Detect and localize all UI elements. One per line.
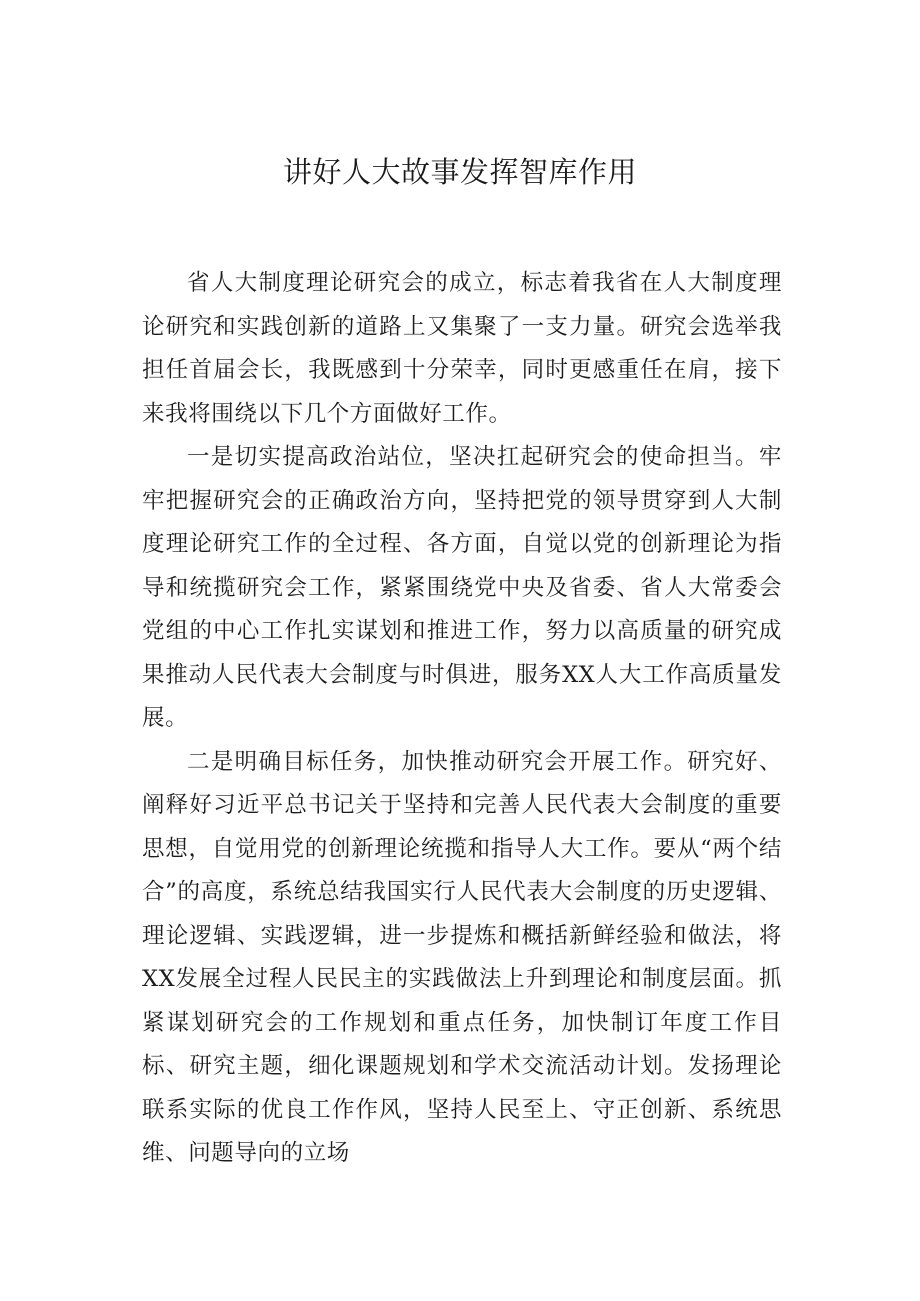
paragraph-point-two: 二是明确目标任务，加快推动研究会开展工作。研究好、阐释好习近平总书记关于坚持和完善人民代表大会制度的重要思想，自觉用党的创新理论统揽和指导人大工作。要从“两个结合”的高度，系统总结我国实行人民代表大会制度的历史逻辑、理论逻辑、实践逻辑，进一步提炼和概括新鲜经验和做法，将XX发展全过程人民民主的实践做法上升到理论和制度层面。抓紧谋划研究会的工作规划和重点任务，加快制订年度工作目标、研究主题，细化课题规划和学术交流活动计划。发扬理论联系实际的优良工作作风，坚持人民至上、守正创新、系统思维、问题导向的立场 <box>142 748 782 1166</box>
document-title: 讲好人大故事发挥智库作用 <box>282 155 637 189</box>
paragraph-intro: 省人大制度理论研究会的成立，标志着我省在人大制度理论研究和实践创新的道路上又集聚了一支力量。研究会选举我担任首届会长，我既感到十分荣幸，同时更感重任在肩，接下来我将围绕以下几个方面做好工作。 <box>142 270 782 427</box>
document-body <box>142 262 782 1176</box>
paragraph-point-one: 一是切实提高政治站位，坚决扛起研究会的使命担当。牢牢把握研究会的正确政治方向，坚持把党的领导贯穿到人大制度理论研究工作的全过程、各方面，自觉以党的创新理论为指导和统揽研究会工作，紧紧围绕党中央及省委、省人大常委会党组的中心工作扎实谋划和推进工作，努力以高质量的研究成果推动人民代表大会制度与时俱进，服务XX人大工作高质量发展。 <box>142 444 782 731</box>
